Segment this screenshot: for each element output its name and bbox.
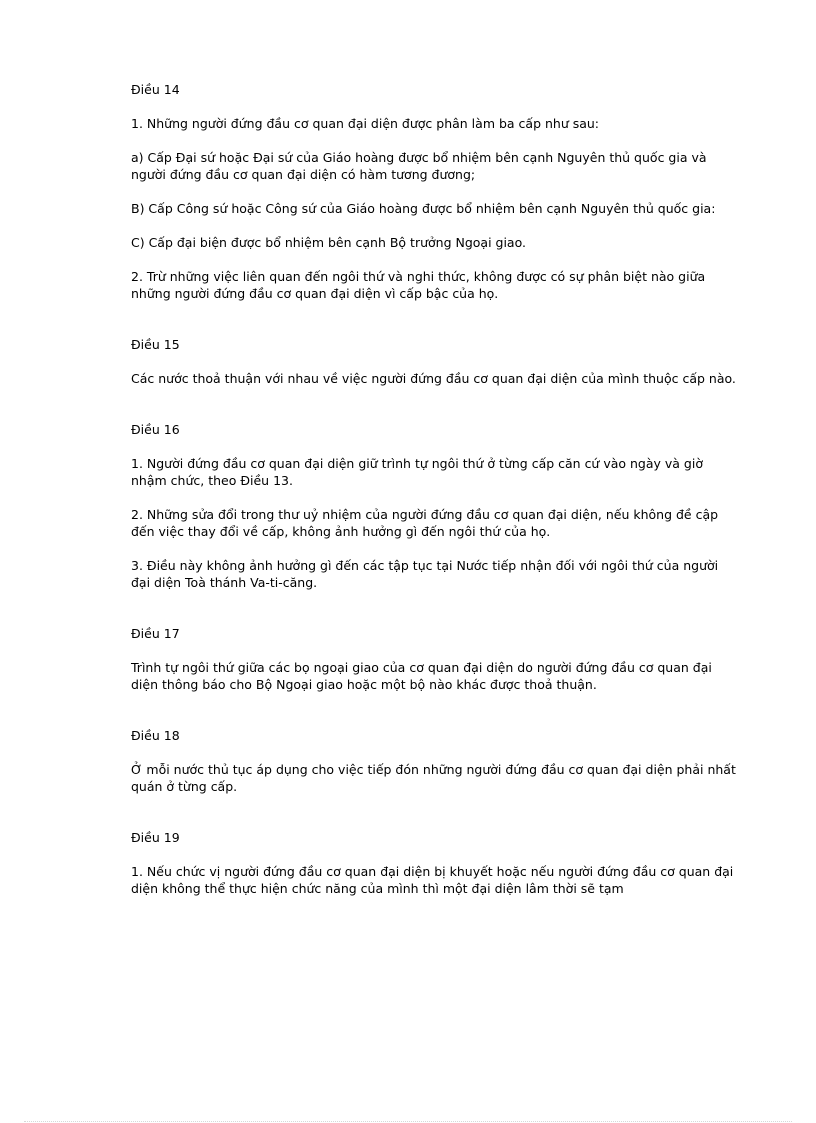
article-19 bbox=[131, 829, 741, 897]
article-paragraph: 1. Nếu chức vị người đứng đầu cơ quan đại diện bị khuyết hoặc nếu người đứng đầu cơ quan đại diện không thể thực hiện chức năng của mình thì một đại diện lâm thời sẽ tạm bbox=[131, 864, 734, 896]
article-heading: Điều 15 bbox=[131, 337, 180, 352]
article-heading: Điều 17 bbox=[131, 626, 180, 641]
article-heading: Điều 14 bbox=[131, 82, 180, 97]
article-paragraph: C) Cấp đại biện được bổ nhiệm bên cạnh Bộ trưởng Ngoại giao. bbox=[131, 235, 526, 250]
document-body bbox=[131, 81, 741, 931]
article-paragraph: Ở mỗi nước thủ tục áp dụng cho việc tiếp đón những người đứng đầu cơ quan đại diện phải nhất quán ở từng cấp. bbox=[131, 762, 736, 794]
article-paragraph: B) Cấp Công sứ hoặc Công sứ của Giáo hoàng được bổ nhiệm bên cạnh Nguyên thủ quốc gia: bbox=[131, 201, 716, 216]
article-paragraph: a) Cấp Đại sứ hoặc Đại sứ của Giáo hoàng được bổ nhiệm bên cạnh Nguyên thủ quốc gia và người đứng đầu cơ quan đại diện có hàm tương đương; bbox=[131, 150, 707, 182]
article-17 bbox=[131, 625, 741, 693]
article-paragraph: Các nước thoả thuận với nhau về việc người đứng đầu cơ quan đại diện của mình thuộc cấp nào. bbox=[131, 371, 736, 386]
article-paragraph: 3. Điều này không ảnh hưởng gì đến các tập tục tại Nước tiếp nhận đối với ngôi thứ của người đại diện Toà thánh Va-ti-căng. bbox=[131, 558, 719, 590]
article-paragraph: Trình tự ngôi thứ giữa các bọ ngoại giao của cơ quan đại diện do người đứng đầu cơ quan đại diện thông báo cho Bộ Ngoại giao hoặc một bộ nào khác được thoả thuận. bbox=[131, 660, 712, 692]
article-heading: Điều 19 bbox=[131, 830, 180, 845]
page-bottom-divider bbox=[24, 1121, 792, 1122]
article-paragraph: 2. Trừ những việc liên quan đến ngôi thứ và nghi thức, không được có sự phân biệt nào giữa những người đứng đầu cơ quan đại diện vì cấp bậc của họ. bbox=[131, 269, 706, 301]
article-16 bbox=[131, 421, 741, 591]
article-paragraph: 1. Người đứng đầu cơ quan đại diện giữ trình tự ngôi thứ ở từng cấp căn cứ vào ngày và giờ nhậm chức, theo Điều 13. bbox=[131, 456, 703, 488]
article-paragraph: 2. Những sửa đổi trong thư uỷ nhiệm của người đứng đầu cơ quan đại diện, nếu không đề cập đến việc thay đổi về cấp, không ảnh hưởng gì đến ngôi thứ của họ. bbox=[131, 507, 719, 539]
article-15 bbox=[131, 336, 741, 387]
article-heading: Điều 18 bbox=[131, 728, 180, 743]
article-14 bbox=[131, 81, 741, 302]
article-heading: Điều 16 bbox=[131, 422, 180, 437]
article-18 bbox=[131, 727, 741, 795]
article-paragraph: 1. Những người đứng đầu cơ quan đại diện được phân làm ba cấp như sau: bbox=[131, 116, 600, 131]
